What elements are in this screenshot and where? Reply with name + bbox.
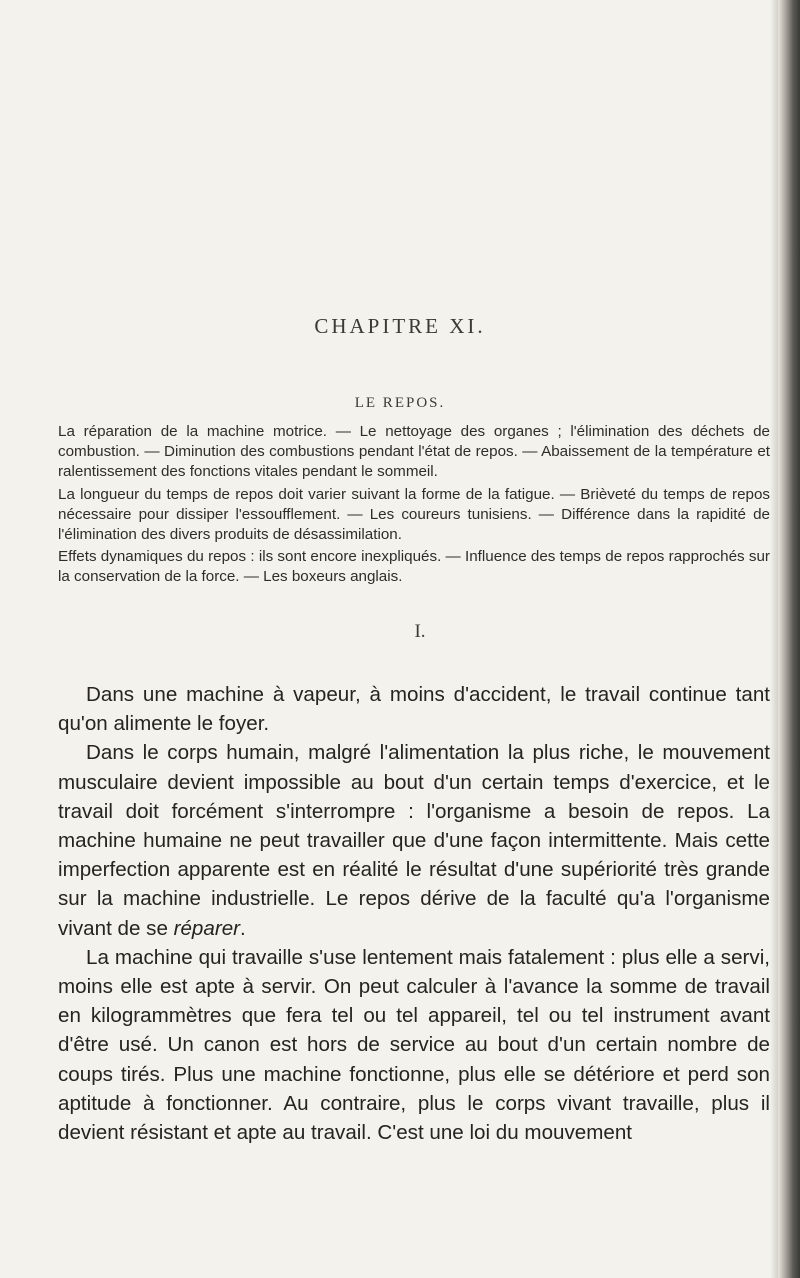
body-paragraph [58, 738, 770, 942]
summary-paragraph: Effets dynamiques du repos : ils sont encore inexpliqués. — Influence des temps de repos rapprochés sur la conservation de la force. — Les boxeurs anglais. [58, 548, 770, 586]
body-paragraph: La machine qui travaille s'use lentement mais fatalement : plus elle a servi, moins elle est apte à servir. On peut calculer à l'avance la somme de travail en kilogrammètres que fera tel ou tel appareil, tel ou tel instrument avant d'être usé. Un canon est hors de service au bout d'un certain nombre de coups tirés. Plus une machine fonctionne, plus elle se détériore et perd son aptitude à fonctionner. Au contraire, plus le corps vivant travaille, plus il devient résistant et apte au travail. C'est une loi du mouvement [58, 945, 770, 1145]
section-title: LE REPOS. [354, 395, 446, 411]
body-paragraph: Dans une machine à vapeur, à moins d'accident, le travail continue tant qu'on alimente le foyer. [58, 683, 770, 736]
summary-paragraph: La réparation de la machine motrice. — Le nettoyage des organes ; l'élimination des déchets de combustion. — Diminution des combustions pendant l'état de repos. — Abaissement de la température et ralentissement des fonctions vitales pendant le sommeil. [58, 423, 770, 481]
part-number: I. [414, 621, 426, 642]
emphasized-word: réparer [173, 916, 241, 940]
summary-paragraph: La longueur du temps de repos doit varier suivant la forme de la fatigue. — Brièveté du temps de repos nécessaire pour dissiper l'essoufflement. — Les coureurs tunisiens. — Différence dans la rapidité de l'élimination des divers produits de désassimilation. [58, 485, 770, 544]
body-text-run: . [240, 916, 246, 940]
body-text-run: Dans le corps humain, malgré l'alimentation la plus riche, le mouvement musculaire devient impossible au bout d'un certain temps d'exercice, et le travail doit forcément s'interrompre : l'organisme a besoin de repos. La machine humaine ne peut travailler que d'une façon intermittente. Mais cette imperfection apparente est en réalité le résultat d'une supériorité très grande sur la machine industrielle. Le repos dérive de la faculté qu'a l'organisme vivant de se [58, 741, 770, 940]
chapter-summary [58, 422, 770, 590]
chapter-title: CHAPITRE XI. [314, 314, 486, 338]
body-text [58, 680, 770, 1147]
